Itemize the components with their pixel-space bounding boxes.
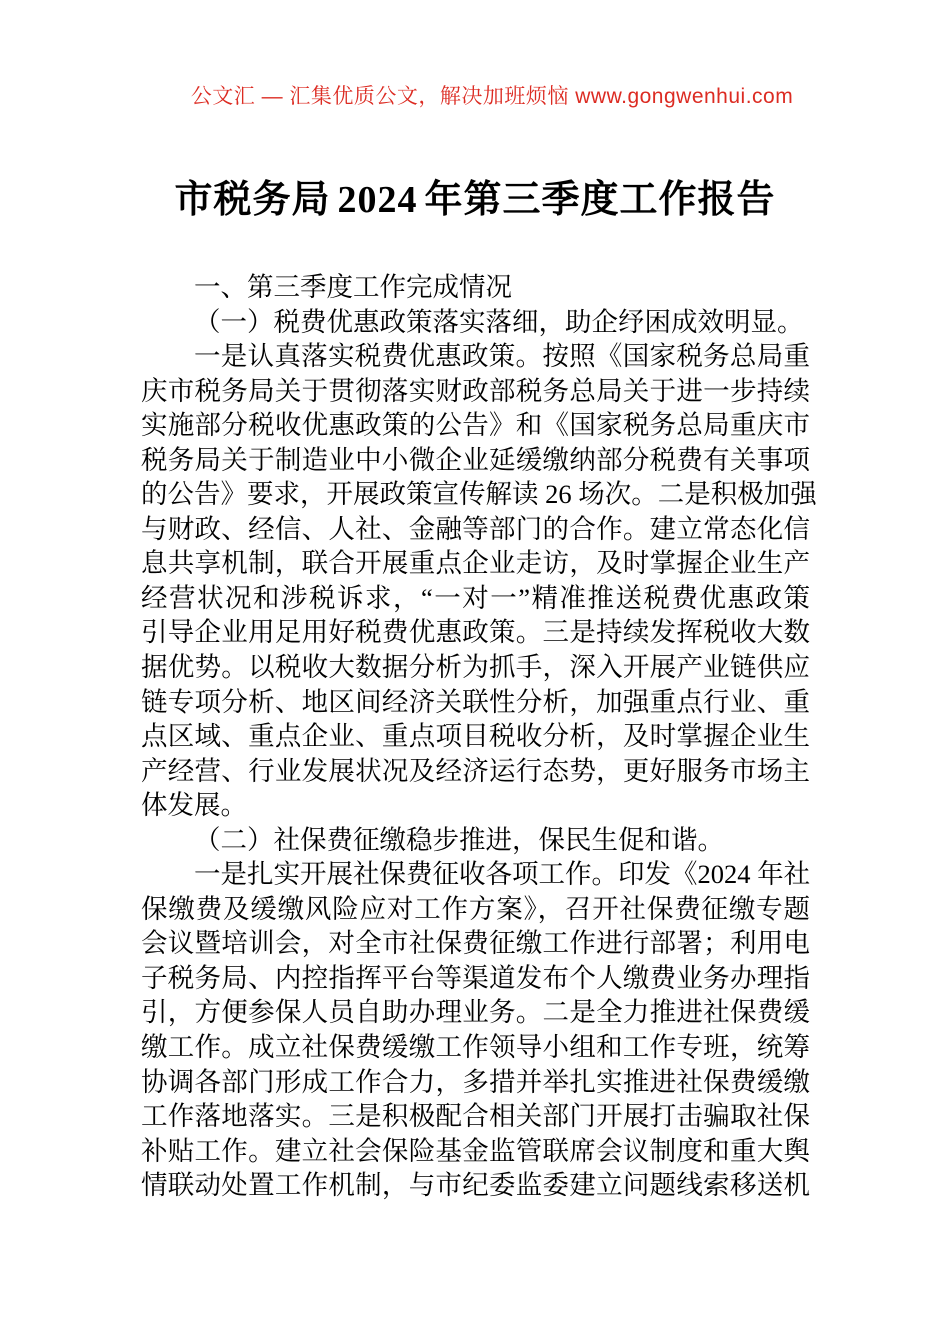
text-line: 息共享机制，联合开展重点企业走访，及时掌握企业生产 bbox=[141, 548, 810, 579]
text-line: 补贴工作。建立社会保险基金监管联席会议制度和重大舆 bbox=[141, 1135, 810, 1166]
text-line: 税务局关于制造业中小微企业延缓缴纳部分税费有关事项 bbox=[141, 444, 810, 475]
text-line: 工作落地落实。三是积极配合相关部门开展打击骗取社保 bbox=[141, 1101, 810, 1132]
document-title bbox=[0, 178, 950, 222]
text-line: 引导企业用足用好税费优惠政策。三是持续发挥税收大数 bbox=[141, 617, 810, 648]
text-line: 协调各部门形成工作合力，多措并举扎实推进社保费缓缴 bbox=[141, 1066, 810, 1097]
text-line: （二）社保费征缴稳步推进，保民生促和谐。 bbox=[194, 824, 724, 855]
text-line: 据优势。以税收大数据分析为抓手，深入开展产业链供应 bbox=[141, 652, 810, 683]
title-year: 2024 bbox=[337, 179, 418, 221]
text-line: 一、第三季度工作完成情况 bbox=[194, 272, 512, 302]
text-line: 经营状况和涉税诉求，“一对一”精准推送税费优惠政策 bbox=[141, 582, 810, 613]
text-line: 点区域、重点企业、重点项目税收分析，及时掌握企业生 bbox=[141, 721, 810, 752]
text-line: 链专项分析、地区间经济关联性分析，加强重点行业、重 bbox=[141, 686, 810, 717]
gongwenhui-watermark: 公文汇 — 汇集优质公文，解决加班烦恼 www.gongwenhui.com bbox=[190, 85, 794, 108]
text-line: 与财政、经信、人社、金融等部门的合作。建立常态化信 bbox=[141, 513, 810, 544]
title-prefix: 市税务局 bbox=[174, 179, 331, 221]
text-line: 庆市税务局关于贯彻落实财政部税务总局关于进一步持续 bbox=[141, 375, 810, 406]
title-suffix: 年第三季度工作报告 bbox=[424, 179, 776, 221]
text-line: 一是认真落实税费优惠政策。按照《国家税务总局重 bbox=[194, 341, 810, 372]
document-body bbox=[141, 270, 817, 1203]
text-line: 的公告》要求，开展政策宣传解读 26 场次。二是积极加强 bbox=[141, 479, 817, 510]
text-line: 保缴费及缓缴风险应对工作方案》，召开社保费征缴专题 bbox=[141, 893, 810, 924]
text-line: 产经营、行业发展状况及经济运行态势，更好服务市场主 bbox=[141, 755, 810, 786]
text-line: 一是扎实开展社保费征收各项工作。印发《2024 年社 bbox=[194, 859, 811, 890]
text-line: 体发展。 bbox=[141, 790, 247, 821]
text-line: 会议暨培训会，对全市社保费征缴工作进行部署；利用电 bbox=[141, 928, 810, 959]
text-line: 子税务局、内控指挥平台等渠道发布个人缴费业务办理指 bbox=[141, 962, 810, 993]
text-line: （一）税费优惠政策落实落细，助企纾困成效明显。 bbox=[194, 306, 804, 337]
text-line: 缴工作。成立社保费缓缴工作领导小组和工作专班，统筹 bbox=[141, 1032, 810, 1063]
text-line: 实施部分税收优惠政策的公告》和《国家税务总局重庆市 bbox=[141, 410, 810, 441]
text-line: 引，方便参保人员自助办理业务。二是全力推进社保费缓 bbox=[141, 997, 810, 1028]
text-line: 情联动处置工作机制，与市纪委监委建立问题线索移送机 bbox=[141, 1170, 810, 1201]
